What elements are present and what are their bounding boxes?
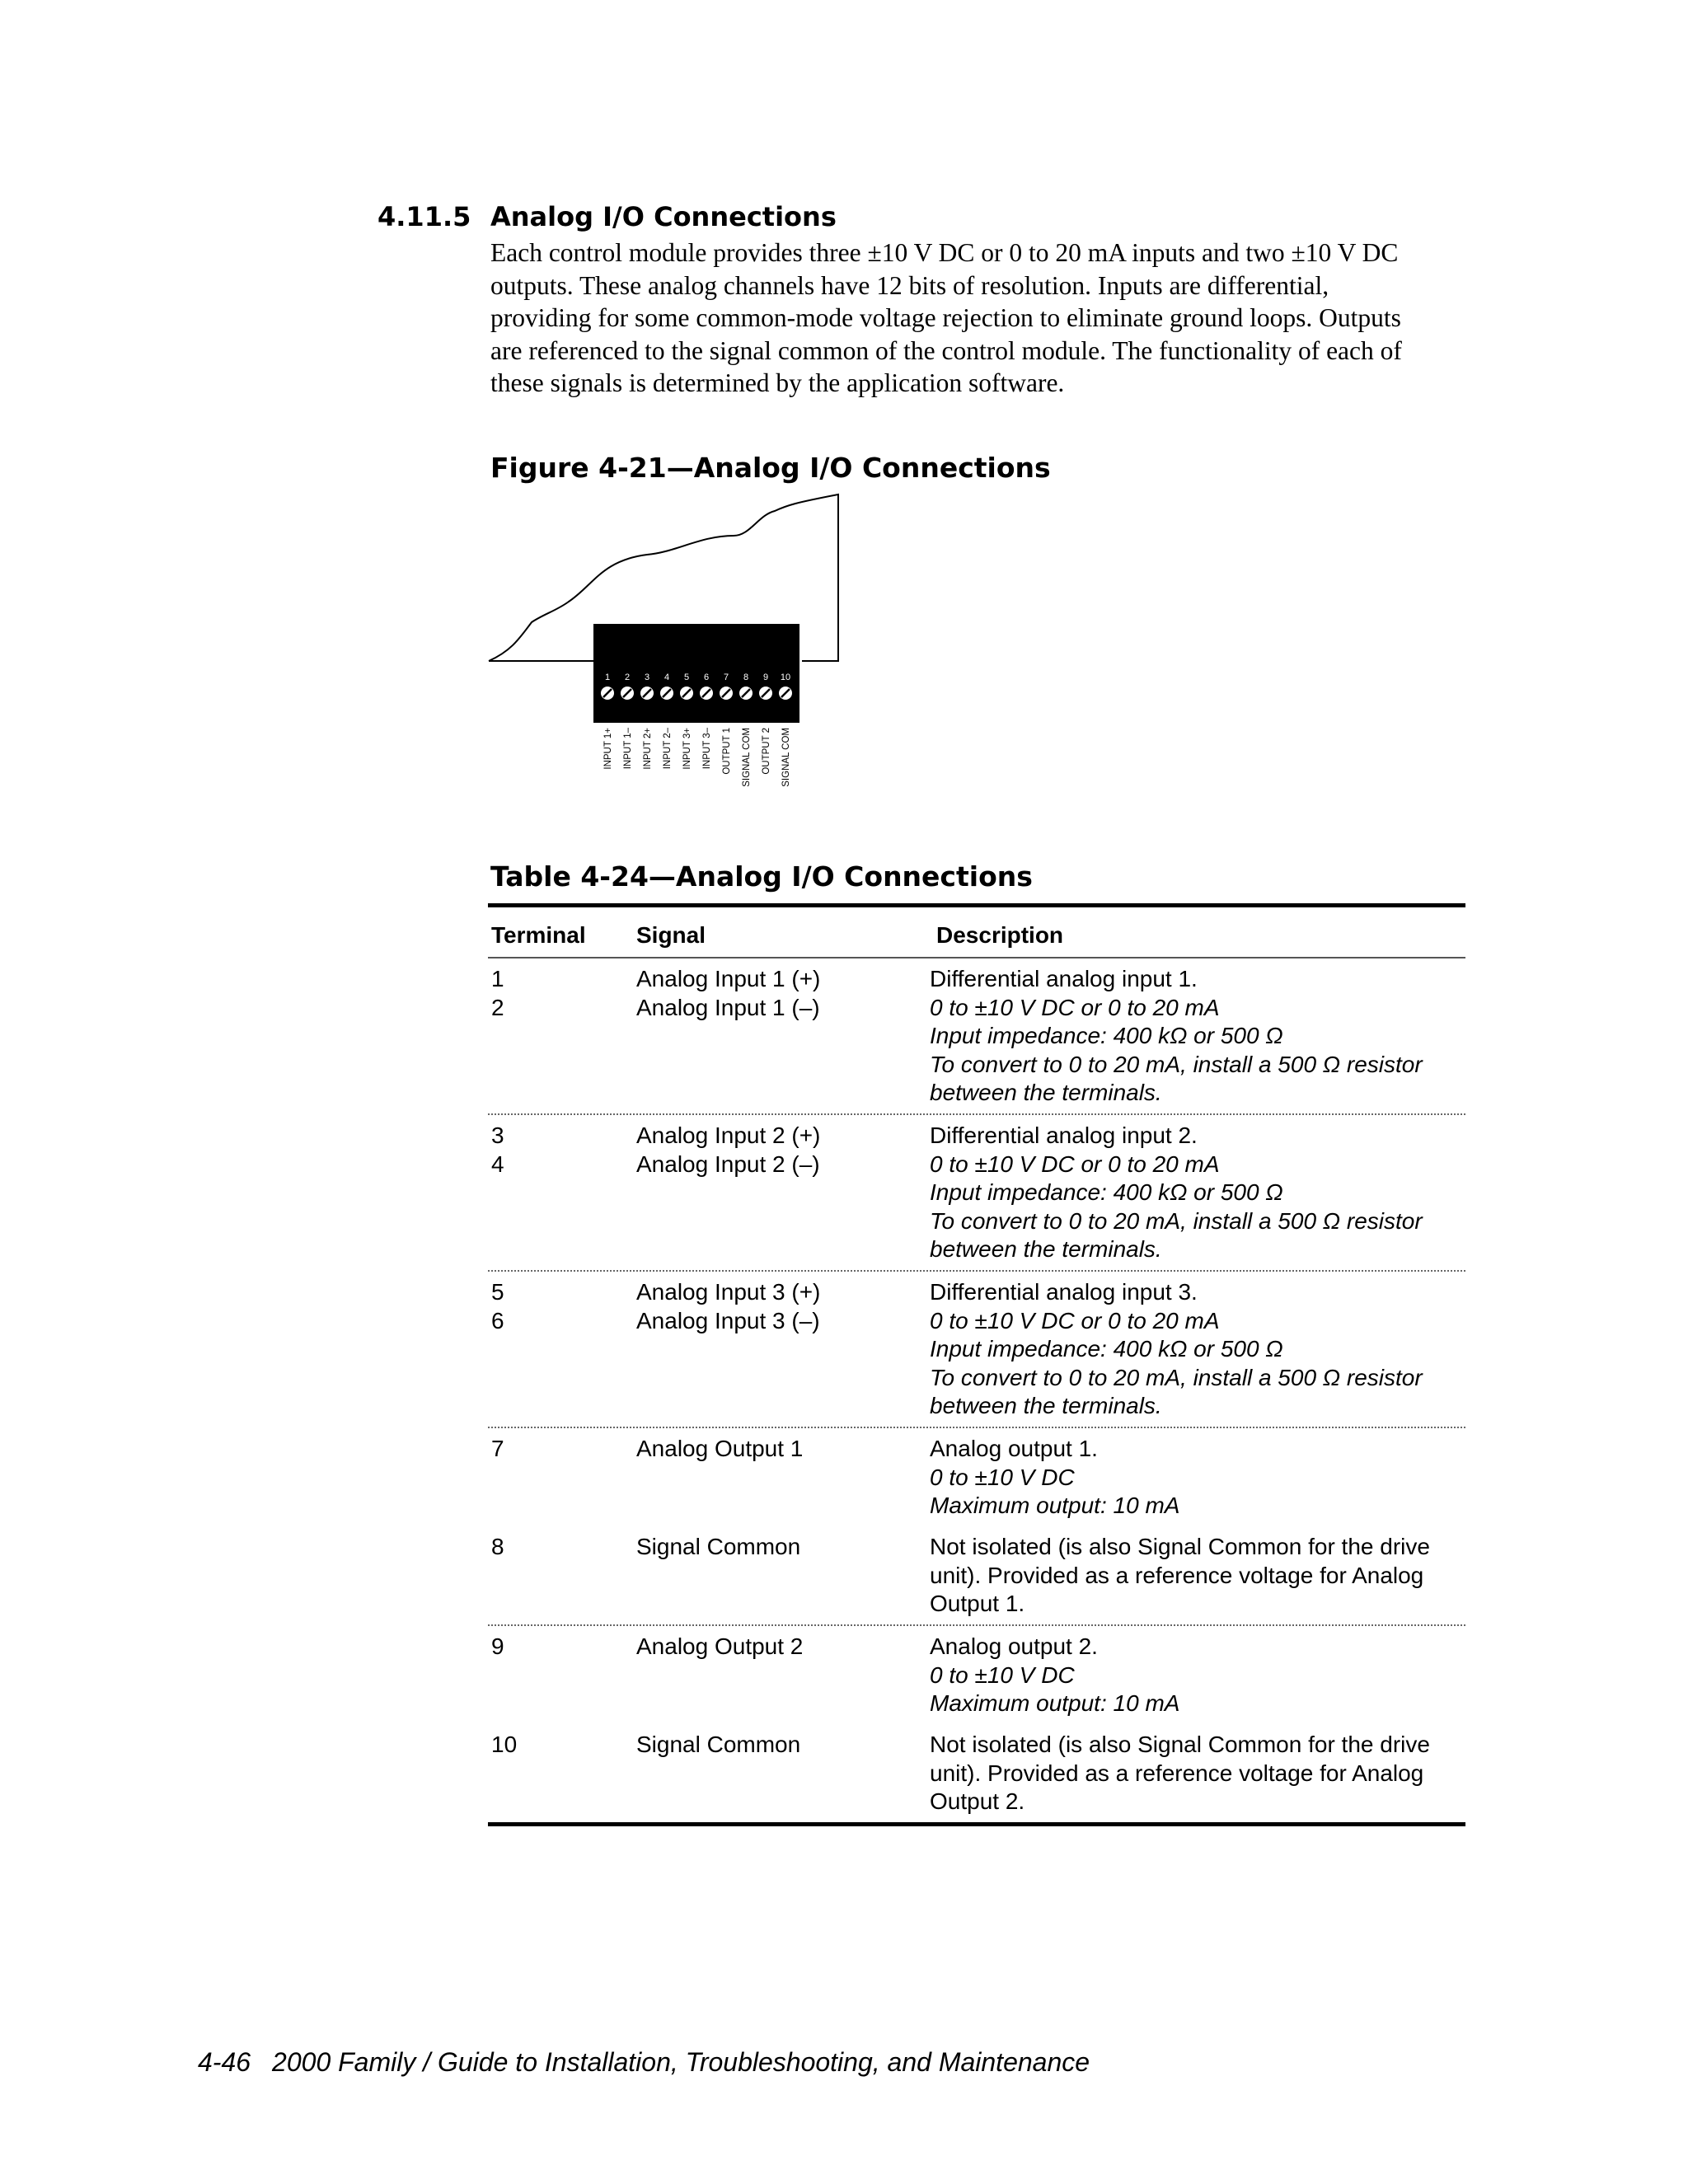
terminal-cell: 6: [491, 1307, 504, 1333]
signal-cell: Analog Input 3 (–): [636, 1307, 820, 1333]
intro-paragraph: [490, 237, 1479, 400]
footer-text: 2000 Family / Guide to Installation, Troubleshooting, and Maintenance: [272, 2047, 1090, 2077]
terminal-label: INPUT 3+: [682, 728, 692, 770]
description-detail: Input impedance: 400 kΩ or 500 Ω: [930, 1023, 1283, 1048]
table-row: [488, 958, 1465, 1113]
terminal-cell: 5: [491, 1279, 504, 1305]
description-cell: unit). Provided as a reference voltage for Analog: [930, 1562, 1424, 1588]
terminal-cell: 1: [491, 966, 504, 991]
description-cell: Not isolated (is also Signal Common for the drive: [930, 1732, 1430, 1757]
terminal-cell: 4: [491, 1151, 504, 1177]
description-detail: To convert to 0 to 20 mA, install a 500 Ω resistor: [930, 1364, 1423, 1390]
description-detail: Input impedance: 400 kΩ or 500 Ω: [930, 1179, 1283, 1205]
description-detail: 0 to ±10 V DC: [930, 1464, 1075, 1490]
description-detail: To convert to 0 to 20 mA, install a 500 Ω resistor: [930, 1051, 1423, 1077]
table-row: [488, 1526, 1465, 1624]
terminal-label: OUTPUT 1: [722, 728, 732, 775]
terminal-cell: 7: [491, 1436, 504, 1461]
signal-cell: Analog Output 2: [636, 1633, 804, 1659]
table-row: [488, 1115, 1465, 1270]
description-cell: unit). Provided as a reference voltage for Analog: [930, 1760, 1424, 1786]
table-row: [488, 1272, 1465, 1427]
terminal-label: SIGNAL COM: [742, 728, 752, 787]
terminal-label: INPUT 1+: [603, 728, 613, 770]
description-detail: between the terminals.: [930, 1236, 1162, 1262]
terminal-number: 5: [683, 673, 690, 682]
signal-cell: Analog Input 1 (–): [636, 994, 820, 1020]
signal-cell: Analog Input 3 (+): [636, 1279, 821, 1305]
table-row: [488, 1626, 1465, 1724]
signal-cell: Signal Common: [636, 1732, 801, 1757]
signal-cell: Analog Input 2 (–): [636, 1151, 820, 1177]
control-module-diagram: [486, 490, 849, 820]
description-cell: Analog output 1.: [930, 1436, 1098, 1461]
description-detail: between the terminals.: [930, 1080, 1162, 1105]
description-cell: Not isolated (is also Signal Common for the drive: [930, 1534, 1430, 1559]
terminal-number: 3: [644, 673, 650, 682]
description-detail: 0 to ±10 V DC: [930, 1661, 1075, 1688]
terminal-number: 8: [743, 673, 749, 682]
description-cell: Output 1.: [930, 1591, 1025, 1616]
description-cell: Differential analog input 1.: [930, 966, 1198, 991]
section-number: 4.11.5: [377, 201, 471, 232]
signal-cell: Signal Common: [636, 1534, 801, 1559]
terminal-cell: 8: [491, 1534, 504, 1559]
description-cell: Output 2.: [930, 1788, 1025, 1814]
terminal-number: 7: [723, 673, 729, 682]
terminal-number: 9: [762, 673, 769, 682]
terminal-cell: 9: [491, 1633, 504, 1659]
terminal-label: INPUT 3–: [702, 728, 712, 770]
terminal-cell: 2: [491, 994, 504, 1020]
terminal-number: 4: [663, 673, 670, 682]
header-description: Description: [936, 922, 1064, 948]
terminal-cell: 3: [491, 1122, 504, 1148]
terminal-number: 10: [780, 673, 791, 682]
terminal-label: SIGNAL COM: [781, 728, 791, 787]
table-row: [488, 1428, 1465, 1526]
page-number: 4-46: [198, 2047, 251, 2077]
description-detail: Maximum output: 10 mA: [930, 1690, 1180, 1716]
signal-cell: Analog Input 1 (+): [636, 966, 821, 991]
signal-cell: Analog Input 2 (+): [636, 1122, 821, 1148]
terminal-labels: [603, 727, 791, 786]
terminal-label: INPUT 2+: [643, 728, 653, 770]
header-signal: Signal: [636, 922, 706, 948]
paragraph-line: Each control module provides three ±10 V DC or 0 to 20 mA inputs and two ±10 V DC: [490, 238, 1399, 267]
description-detail: between the terminals.: [930, 1393, 1162, 1418]
connections-table: [488, 903, 1465, 1826]
terminal-number: 1: [604, 673, 611, 682]
header-terminal: Terminal: [491, 922, 586, 948]
table-row: [488, 1724, 1465, 1822]
terminal-label: INPUT 2–: [663, 728, 673, 770]
page-footer: [198, 2047, 1090, 2078]
description-detail: Maximum output: 10 mA: [930, 1493, 1180, 1518]
section-title: Analog I/O Connections: [490, 201, 837, 232]
description-detail: Input impedance: 400 kΩ or 500 Ω: [930, 1336, 1283, 1361]
figure-title: Figure 4-21—Analog I/O Connections: [490, 452, 1051, 484]
paragraph-line: providing for some common-mode voltage rejection to eliminate ground loops. Outputs: [490, 303, 1401, 332]
terminal-label: OUTPUT 2: [762, 728, 771, 775]
description-detail: 0 to ±10 V DC or 0 to 20 mA: [930, 994, 1220, 1020]
description-detail: To convert to 0 to 20 mA, install a 500 Ω resistor: [930, 1207, 1423, 1234]
description-cell: Analog output 2.: [930, 1633, 1098, 1659]
table-bottom-rule: [488, 1822, 1465, 1826]
description-detail: 0 to ±10 V DC or 0 to 20 mA: [930, 1307, 1220, 1333]
terminal-cell: 10: [491, 1732, 518, 1757]
paragraph-line: are referenced to the signal common of the control module. The functionality of each of: [490, 335, 1402, 365]
description-cell: Differential analog input 2.: [930, 1122, 1198, 1148]
paragraph-line: outputs. These analog channels have 12 bits of resolution. Inputs are differential,: [490, 270, 1329, 300]
signal-cell: Analog Output 1: [636, 1436, 804, 1461]
description-cell: Differential analog input 3.: [930, 1279, 1198, 1305]
terminal-number: 2: [624, 673, 631, 682]
table-title: Table 4-24—Analog I/O Connections: [490, 860, 1033, 893]
paragraph-line: these signals is determined by the application software.: [490, 368, 1065, 397]
table-header: [488, 907, 1465, 957]
terminal-number: 6: [703, 673, 710, 682]
terminal-label: INPUT 1–: [623, 728, 633, 770]
description-detail: 0 to ±10 V DC or 0 to 20 mA: [930, 1151, 1220, 1177]
